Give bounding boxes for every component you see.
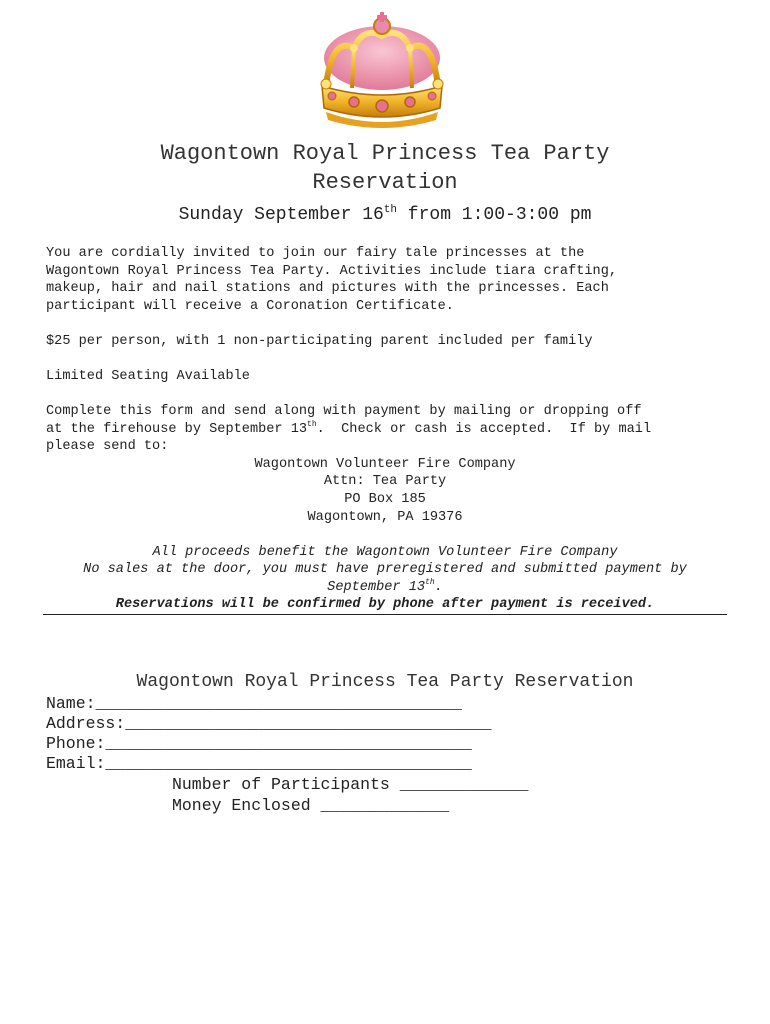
intro-line-3: makeup, hair and nail stations and pictures with the princesses. Each [46, 281, 609, 297]
no-sales-date: September 13 [327, 579, 426, 595]
intro-line-2: Wagontown Royal Princess Tea Party. Activities include tiara crafting, [46, 263, 618, 279]
instructions-line-3: please send to: [46, 439, 169, 455]
proceeds-note: All proceeds benefit the Wagontown Volunteer Fire Company [152, 544, 618, 560]
address-line-2: Attn: Tea Party [323, 474, 447, 490]
instructions-payment: . Check or cash is accepted. If by mail [316, 421, 652, 437]
crown-icon [312, 8, 452, 134]
name-field[interactable]: Name:_____________________________________ [46, 694, 462, 713]
address-line-1: Wagontown Volunteer Fire Company [254, 456, 516, 472]
address-line-4: Wagontown, PA 19376 [307, 509, 463, 525]
price-text: $25 per person, with 1 non-participating parent included per family [46, 334, 593, 349]
page-title-line-1: Wagontown Royal Princess Tea Party [160, 141, 610, 166]
instructions-line-1: Complete this form and send along with payment by mailing or dropping off [46, 404, 642, 419]
intro-line-4: participant will receive a Coronation Certificate. [46, 298, 454, 314]
event-date-superscript: th [383, 204, 397, 216]
email-field[interactable]: Email:_____________________________________ [46, 754, 472, 773]
phone-field[interactable]: Phone:_____________________________________ [46, 734, 472, 753]
instructions-line-2 [46, 421, 736, 439]
event-date-prefix: Sunday September 16 [178, 205, 384, 225]
instructions-date-superscript: th [307, 419, 317, 429]
page-title-line-2: Reservation [312, 170, 458, 195]
no-sales-note-line-2 [0, 579, 770, 597]
event-date-time: from 1:00-3:00 pm [397, 205, 592, 225]
address-field[interactable]: Address:_____________________________________ [46, 714, 492, 733]
instructions-date: at the firehouse by September 13 [46, 421, 308, 437]
participants-field[interactable]: Number of Participants _____________ [172, 775, 529, 794]
money-enclosed-field[interactable]: Money Enclosed _____________ [172, 796, 450, 815]
no-sales-note: No sales at the door, you must have preregistered and submitted payment by [83, 562, 687, 577]
event-date [0, 198, 770, 227]
confirmation-note: Reservations will be confirmed by phone after payment is received. [115, 597, 655, 612]
divider [43, 614, 727, 615]
intro-line-1: You are cordially invited to join our fairy tale princesses at the [46, 246, 585, 261]
address-line-3: PO Box 185 [344, 492, 426, 507]
seating-text: Limited Seating Available [46, 369, 250, 384]
no-sales-date-superscript: th [425, 577, 435, 587]
no-sales-period: . [434, 579, 443, 595]
form-title: Wagontown Royal Princess Tea Party Reservation [136, 672, 634, 692]
